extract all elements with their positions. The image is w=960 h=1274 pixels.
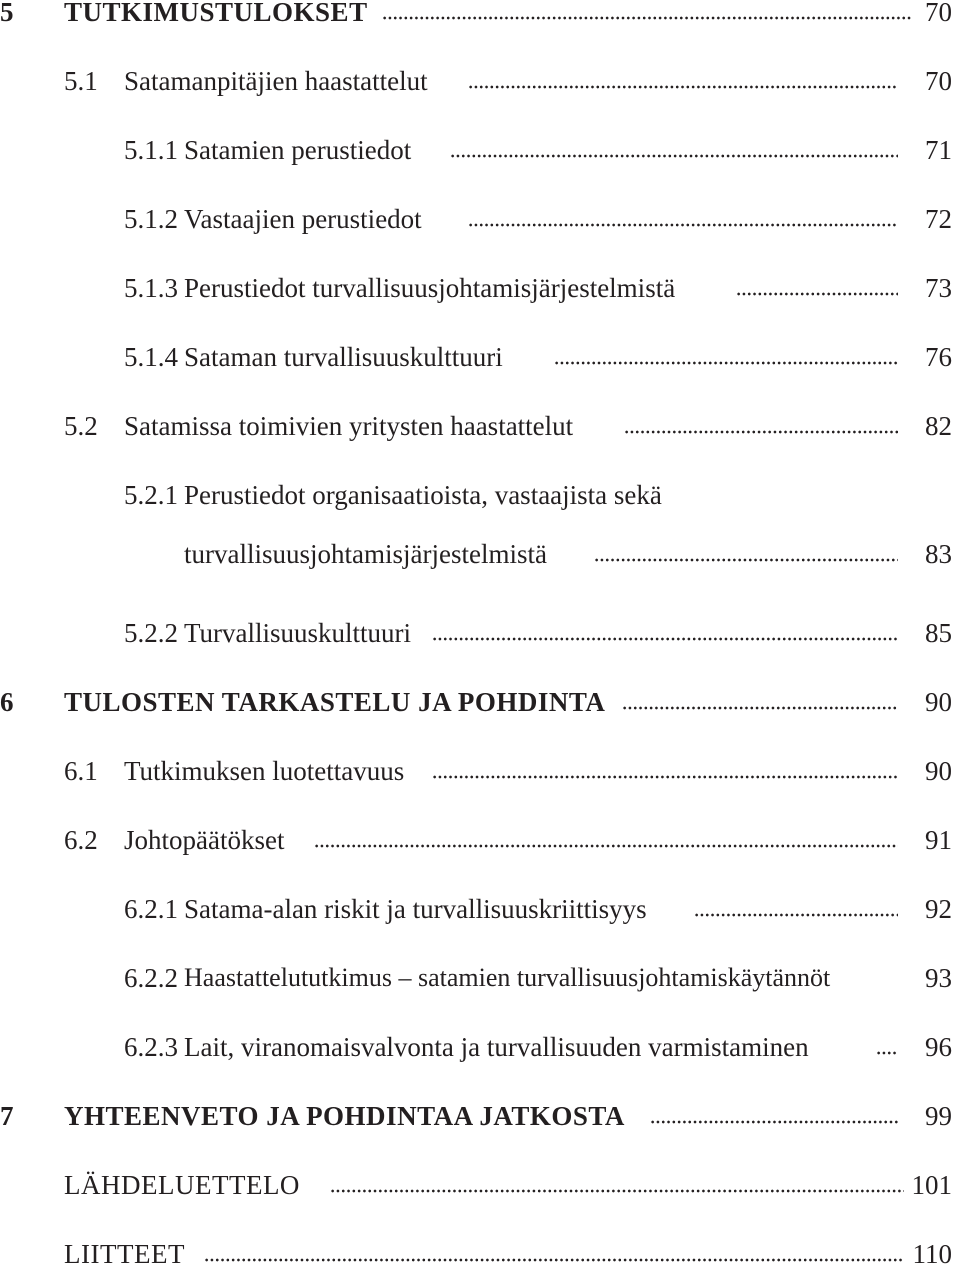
- entry-number: 6.1: [64, 756, 98, 786]
- dot-leader: [594, 558, 898, 562]
- entry-page: 72: [925, 204, 952, 234]
- entry-page: 85: [925, 618, 952, 648]
- entry-page: 90: [925, 756, 952, 786]
- dot-leader: [330, 1189, 904, 1193]
- toc-entry-5-2-1-continued[interactable]: [0, 534, 960, 574]
- entry-title: LIITTEET: [64, 1239, 185, 1269]
- dot-leader: [624, 430, 898, 434]
- toc-entry-5-1-4[interactable]: [0, 337, 960, 377]
- entry-number: 6.2.3: [124, 1032, 178, 1062]
- entry-page: 82: [925, 411, 952, 441]
- toc-entry-5-1-1[interactable]: [0, 130, 960, 170]
- entry-number: 5.1.4: [124, 342, 178, 372]
- entry-number: 5.2.2: [124, 618, 178, 648]
- entry-title: Perustiedot organisaatioista, vastaajista sekä: [184, 480, 662, 510]
- toc-entry-6-2[interactable]: [0, 820, 960, 860]
- toc-entry-5-2-2[interactable]: [0, 613, 960, 653]
- dot-leader: [432, 775, 898, 779]
- entry-page: 110: [912, 1239, 952, 1269]
- entry-page: 101: [911, 1170, 952, 1200]
- entry-page: 99: [925, 1101, 952, 1131]
- dot-leader: [468, 223, 898, 227]
- dot-leader: [468, 85, 898, 89]
- dot-leader: [736, 292, 898, 296]
- toc-entry-5-2[interactable]: [0, 406, 960, 446]
- entry-page: 90: [925, 687, 952, 717]
- dot-leader: [204, 1258, 904, 1262]
- entry-number: 5.2: [64, 411, 98, 441]
- entry-title: YHTEENVETO JA POHDINTAA JATKOSTA: [64, 1101, 625, 1131]
- entry-number: 5.1.2: [124, 204, 178, 234]
- entry-page: 93: [925, 963, 952, 993]
- entry-number: 7: [0, 1101, 14, 1131]
- entry-number: 6.2.2: [124, 963, 178, 993]
- entry-title: TUTKIMUSTULOKSET: [64, 0, 368, 27]
- toc-entry-6-2-3[interactable]: [0, 1027, 960, 1067]
- toc-entry-references[interactable]: [0, 1165, 960, 1205]
- entry-title: Johtopäätökset: [124, 825, 285, 855]
- entry-number: 5.1: [64, 66, 98, 96]
- dot-leader: [382, 16, 912, 20]
- entry-number: 5.1.3: [124, 273, 178, 303]
- entry-title: Tutkimuksen luotettavuus: [124, 756, 405, 786]
- entry-page: 70: [925, 66, 952, 96]
- entry-page: 83: [925, 539, 952, 569]
- toc-entry-5-1[interactable]: [0, 61, 960, 101]
- entry-page: 70: [925, 0, 952, 27]
- entry-title: Lait, viranomaisvalvonta ja turvallisuuden varmistaminen: [184, 1032, 809, 1062]
- entry-number: 6: [0, 687, 14, 717]
- entry-page: 91: [925, 825, 952, 855]
- entry-page: 92: [925, 894, 952, 924]
- entry-page: 76: [925, 342, 952, 372]
- entry-title: TULOSTEN TARKASTELU JA POHDINTA: [64, 687, 606, 717]
- entry-title: Perustiedot turvallisuusjohtamisjärjestelmistä: [184, 273, 676, 303]
- entry-page: 71: [925, 135, 952, 165]
- entry-title-continued: turvallisuusjohtamisjärjestelmistä: [184, 539, 547, 569]
- dot-leader: [876, 1051, 898, 1055]
- dot-leader: [432, 637, 898, 641]
- dot-leader: [554, 361, 898, 365]
- toc-entry-7[interactable]: [0, 1096, 960, 1136]
- entry-page: 96: [925, 1032, 952, 1062]
- dot-leader: [450, 154, 898, 158]
- toc-entry-6-2-1[interactable]: [0, 889, 960, 929]
- dot-leader: [622, 706, 898, 710]
- toc-entry-5[interactable]: [0, 0, 960, 32]
- toc-entry-5-1-3[interactable]: [0, 268, 960, 308]
- entry-title: Sataman turvallisuuskulttuuri: [184, 342, 503, 372]
- toc-entry-6[interactable]: [0, 682, 960, 722]
- entry-title: Satamanpitäjien haastattelut: [124, 66, 428, 96]
- dot-leader: [650, 1120, 898, 1124]
- entry-number: 5.2.1: [124, 480, 178, 510]
- entry-number: 5: [0, 0, 14, 27]
- toc-entry-5-2-1[interactable]: [0, 475, 960, 515]
- toc-entry-6-2-2[interactable]: [0, 958, 960, 998]
- toc-entry-5-1-2[interactable]: [0, 199, 960, 239]
- entry-title: Satamissa toimivien yritysten haastattelut: [124, 411, 574, 441]
- entry-title: Vastaajien perustiedot: [184, 204, 422, 234]
- toc-entry-6-1[interactable]: [0, 751, 960, 791]
- entry-title: Satamien perustiedot: [184, 135, 412, 165]
- entry-title: Haastattelututkimus – satamien turvallisuusjohtamiskäytännöt: [184, 963, 831, 992]
- dot-leader: [314, 844, 898, 848]
- entry-page: 73: [925, 273, 952, 303]
- entry-title: LÄHDELUETTELO: [64, 1170, 300, 1200]
- entry-title: Satama-alan riskit ja turvallisuuskriittisyys: [184, 894, 647, 924]
- entry-title: Turvallisuuskulttuuri: [184, 618, 412, 648]
- dot-leader: [694, 913, 898, 917]
- entry-number: 6.2: [64, 825, 98, 855]
- entry-number: 6.2.1: [124, 894, 178, 924]
- entry-number: 5.1.1: [124, 135, 178, 165]
- toc-entry-appendices[interactable]: [0, 1234, 960, 1274]
